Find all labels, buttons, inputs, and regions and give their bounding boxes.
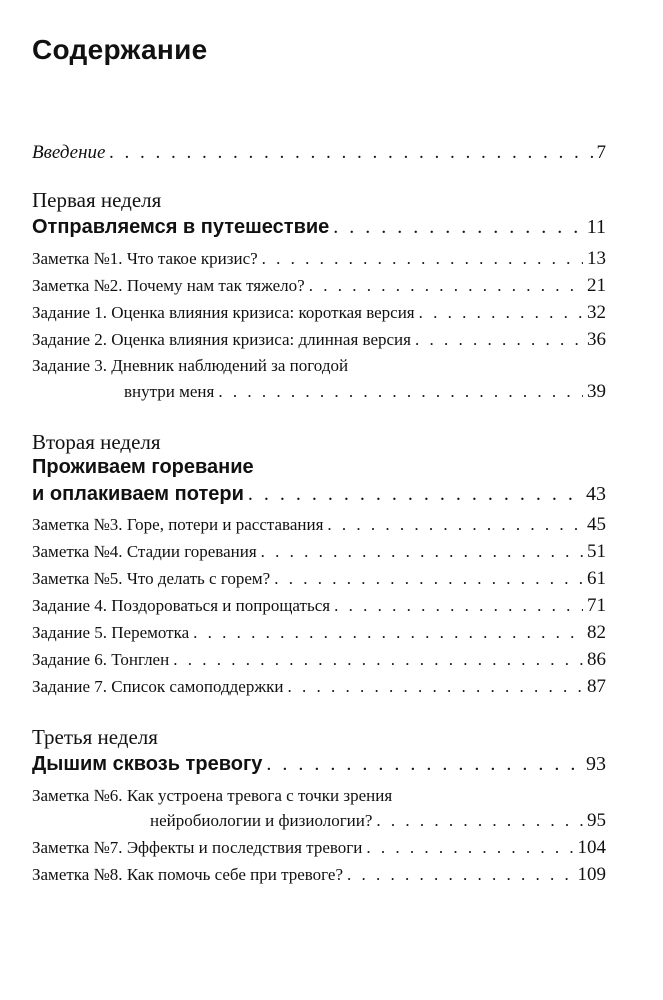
- dot-leader: [366, 838, 573, 858]
- entry-prefix: Задание 4.: [32, 596, 107, 615]
- dot-leader: [262, 249, 583, 269]
- toc-entry-label: [32, 515, 323, 535]
- toc-page-number: 71: [587, 595, 606, 616]
- toc-page-number: 82: [587, 622, 606, 643]
- toc-entry[interactable]: [32, 649, 606, 671]
- toc-entry-label: [32, 330, 411, 350]
- toc-page-number: 51: [587, 541, 606, 562]
- toc-entry-label: [32, 677, 283, 697]
- week-label: Первая неделя: [32, 188, 162, 212]
- toc-entry[interactable]: [32, 837, 606, 859]
- toc-entry-label: [32, 596, 330, 616]
- entry-text: Стадии горевания: [126, 542, 257, 561]
- entry-text: Поздороваться и попрощаться: [111, 596, 331, 615]
- toc-entry-label: Введение: [32, 142, 106, 163]
- entry-text: Перемотка: [111, 623, 190, 642]
- dot-leader: [274, 569, 583, 589]
- toc-entry[interactable]: [32, 248, 606, 270]
- toc-page-number: 45: [587, 514, 606, 535]
- entry-prefix: Задание 3.: [32, 356, 107, 375]
- week-label: Вторая неделя: [32, 430, 161, 454]
- toc-page-number: 87: [587, 676, 606, 697]
- toc-page-number: 86: [587, 649, 606, 670]
- toc-page-number: 32: [587, 302, 606, 323]
- toc-entry[interactable]: [32, 568, 606, 590]
- toc-entry-label: [32, 382, 214, 402]
- toc-entry[interactable]: [32, 595, 606, 617]
- toc-page-number: 61: [587, 568, 606, 589]
- dot-leader: [287, 677, 583, 697]
- toc-entry[interactable]: [32, 676, 606, 698]
- dot-leader: [248, 483, 582, 506]
- toc-entry-line2[interactable]: [32, 381, 606, 403]
- entry-text: Горе, потери и расставания: [126, 515, 324, 534]
- toc-page-number: 21: [587, 275, 606, 296]
- toc-page-number: 109: [577, 864, 606, 885]
- toc-entry-label: [32, 811, 372, 831]
- entry-prefix: Заметка №2.: [32, 276, 123, 295]
- entry-text: Как помочь себе при тревоге?: [126, 865, 344, 884]
- toc-entry-label: [32, 542, 257, 562]
- toc-week-heading[interactable]: [32, 753, 606, 776]
- dot-leader: [109, 142, 592, 164]
- entry-text: Эффекты и последствия тревоги: [126, 838, 363, 857]
- toc-entry-intro[interactable]: [32, 142, 606, 164]
- entry-prefix: Задание 7.: [32, 677, 107, 696]
- entry-prefix: Задание 1.: [32, 303, 107, 322]
- entry-prefix: Заметка №6.: [32, 786, 123, 805]
- toc-page-number: 11: [586, 216, 606, 238]
- toc-entry-line2[interactable]: [32, 810, 606, 832]
- toc-entry-label: [32, 276, 305, 296]
- toc-entry-line1[interactable]: [32, 786, 392, 806]
- toc-page-number: 93: [586, 753, 606, 775]
- toc-entry[interactable]: [32, 275, 606, 297]
- toc-entry-label: [32, 569, 270, 589]
- toc-entry-label: [32, 623, 189, 643]
- toc-entry-label: [32, 865, 343, 885]
- toc-entry[interactable]: [32, 302, 606, 324]
- entry-text: Что такое кризис?: [126, 249, 258, 268]
- entry-prefix: Заметка №1.: [32, 249, 123, 268]
- entry-prefix: Заметка №5.: [32, 569, 123, 588]
- entry-text: Оценка влияния кризиса: короткая версия: [111, 303, 415, 322]
- dot-leader: [261, 542, 583, 562]
- dot-leader: [376, 811, 583, 831]
- page-title: Содержание: [32, 34, 208, 65]
- dot-leader: [218, 382, 583, 402]
- dot-leader: [309, 276, 583, 296]
- dot-leader: [334, 596, 583, 616]
- toc-entry[interactable]: [32, 541, 606, 563]
- entry-text: Почему нам так тяжело?: [126, 276, 305, 295]
- entry-text: Тонглен: [111, 650, 170, 669]
- week-title-line1: Проживаем горевание: [32, 456, 254, 478]
- toc-entry-label: [32, 249, 258, 269]
- entry-prefix: Заметка №3.: [32, 515, 123, 534]
- dot-leader: [347, 865, 573, 885]
- dot-leader: [173, 650, 583, 670]
- toc-page-number: 104: [577, 837, 606, 858]
- toc-page-number: 7: [596, 142, 606, 163]
- entry-text: Список самоподдержки: [111, 677, 284, 696]
- entry-text: внутри меня: [124, 382, 215, 401]
- toc-page-number: 36: [587, 329, 606, 350]
- entry-text: Дневник наблюдений за погодой: [111, 356, 349, 375]
- toc-entry-line1[interactable]: [32, 356, 348, 376]
- toc-entry[interactable]: [32, 622, 606, 644]
- toc-entry-label: [32, 650, 169, 670]
- toc-entry-label: [32, 838, 362, 858]
- dot-leader: [327, 515, 583, 535]
- toc-page-number: 13: [587, 248, 606, 269]
- dot-leader: [266, 753, 582, 776]
- entry-prefix: Заметка №8.: [32, 865, 123, 884]
- toc-page-number: 43: [586, 483, 606, 505]
- dot-leader: [193, 623, 583, 643]
- entry-text: Что делать с горем?: [126, 569, 271, 588]
- toc-entry[interactable]: [32, 514, 606, 536]
- entry-text: Как устроена тревога с точки зрения: [126, 786, 393, 805]
- toc-page-number: 39: [587, 381, 606, 402]
- toc-page-number: 95: [587, 810, 606, 831]
- toc-week-heading[interactable]: [32, 483, 606, 506]
- toc-entry[interactable]: [32, 329, 606, 351]
- entry-prefix: Задание 6.: [32, 650, 107, 669]
- toc-entry-label: [32, 303, 415, 323]
- week-title: Отправляемся в путешествие: [32, 216, 330, 238]
- week-title: Дышим сквозь тревогу: [32, 753, 263, 775]
- toc-entry[interactable]: [32, 864, 606, 886]
- entry-prefix: Заметка №4.: [32, 542, 123, 561]
- entry-text: нейробиологии и физиологии?: [150, 811, 373, 830]
- week-title: и оплакиваем потери: [32, 483, 244, 505]
- dot-leader: [419, 303, 583, 323]
- week-label: Третья неделя: [32, 725, 158, 749]
- entry-prefix: Задание 2.: [32, 330, 107, 349]
- entry-prefix: Задание 5.: [32, 623, 107, 642]
- toc-week-heading[interactable]: [32, 216, 606, 239]
- dot-leader: [415, 330, 583, 350]
- entry-prefix: Заметка №7.: [32, 838, 123, 857]
- dot-leader: [333, 216, 582, 239]
- entry-text: Оценка влияния кризиса: длинная версия: [111, 330, 411, 349]
